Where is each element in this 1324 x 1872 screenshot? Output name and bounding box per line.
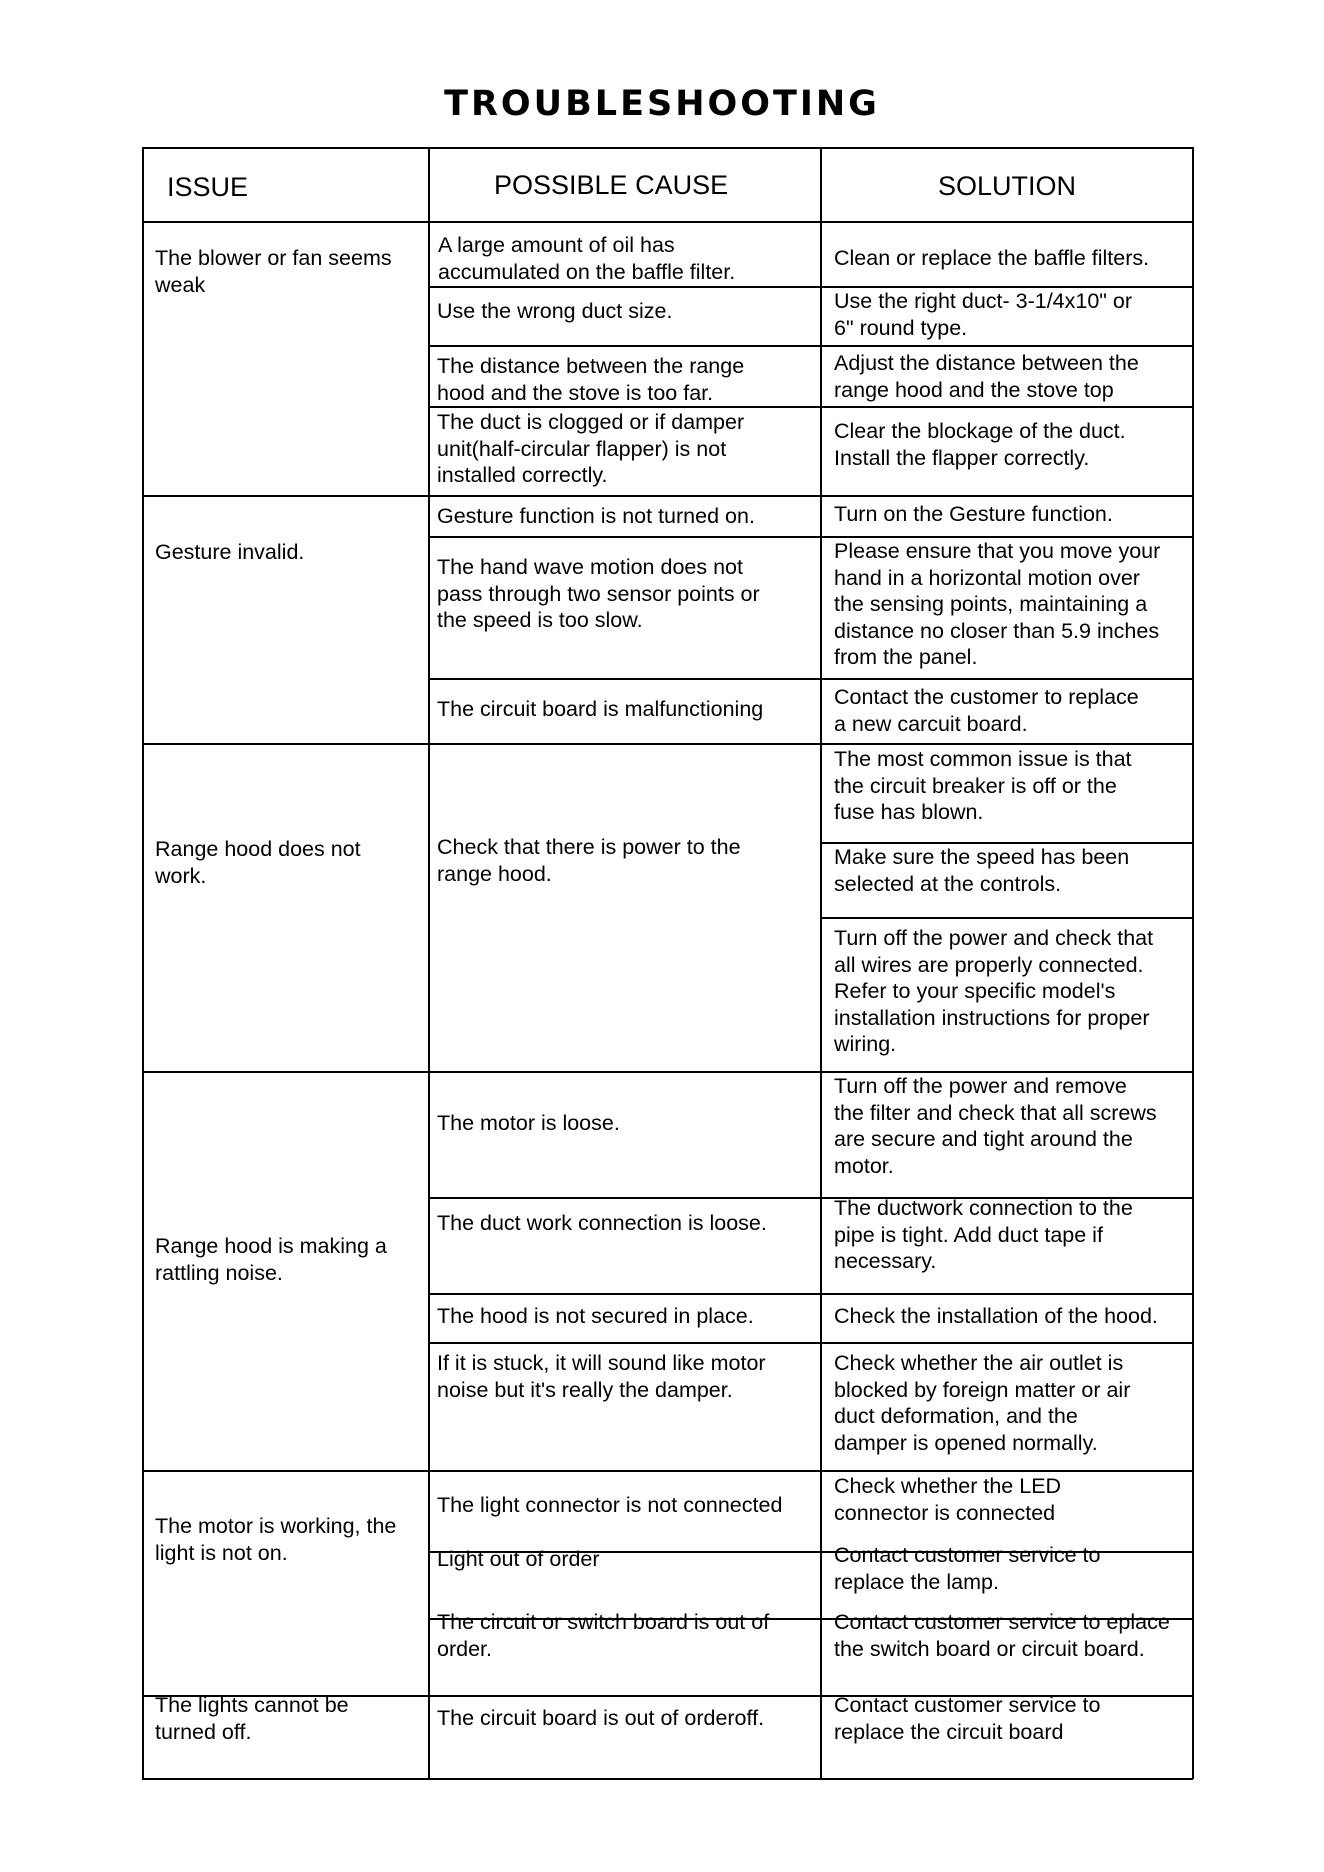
row-divider xyxy=(428,406,1193,408)
issue-cell: Gesture invalid. xyxy=(155,540,305,564)
cause-cell: The circuit board is malfunctioning xyxy=(437,697,764,721)
cause-cell: Check that there is power to the range hood. xyxy=(437,835,741,886)
solution-cell: Clean or replace the baffle filters. xyxy=(834,246,1150,270)
group-divider xyxy=(142,1470,1193,1472)
issue-cell: The blower or fan seems weak xyxy=(155,246,392,297)
cause-cell: A large amount of oil has accumulated on the baffle filter. xyxy=(438,233,736,284)
row-divider xyxy=(820,917,1193,919)
cause-cell: Gesture function is not turned on. xyxy=(437,504,755,528)
solution-cell: Turn off the power and check that all wires are properly connected. Refer to your specific model's installation instructions for proper wiring. xyxy=(834,926,1154,1056)
solution-cell: Contact customer service to replace the circuit board xyxy=(834,1693,1101,1744)
page-title: TROUBLESHOOTING xyxy=(444,84,880,124)
solution-cell: The most common issue is that the circuit breaker is off or the fuse has blown. xyxy=(834,747,1132,824)
cause-cell: The circuit board is out of orderoff. xyxy=(437,1706,765,1730)
cause-cell: The circuit or switch board is out of order. xyxy=(437,1610,770,1661)
solution-cell: Make sure the speed has been selected at the controls. xyxy=(834,845,1130,896)
header-divider xyxy=(142,221,1193,223)
cause-cell: If it is stuck, it will sound like motor noise but it's really the damper. xyxy=(437,1351,766,1402)
cause-cell: The distance between the range hood and the stove is too far. xyxy=(437,354,745,405)
row-divider xyxy=(428,1293,1193,1295)
group-divider xyxy=(142,495,1193,497)
solution-cell: Check whether the air outlet is blocked by foreign matter or air duct deformation, and the damper is opened normally. xyxy=(834,1351,1131,1455)
cause-cell: The duct work connection is loose. xyxy=(437,1211,767,1235)
header-possible-cause: POSSIBLE CAUSE xyxy=(494,170,729,200)
row-divider xyxy=(428,345,1193,347)
solution-cell: Clear the blockage of the duct. Install the flapper correctly. xyxy=(834,419,1126,470)
cause-cell: Light out of order xyxy=(437,1547,600,1571)
row-divider xyxy=(428,1342,1193,1344)
cause-cell: The hood is not secured in place. xyxy=(437,1304,754,1328)
cause-cell: Use the wrong duct size. xyxy=(437,299,673,323)
table-border-left xyxy=(142,147,144,1779)
header-issue: ISSUE xyxy=(167,172,249,202)
column-divider-2 xyxy=(820,147,822,1779)
solution-cell: Turn off the power and remove the filter and check that all screws are secure and tight around the motor. xyxy=(834,1074,1157,1178)
solution-cell: Contact customer service to replace the lamp. xyxy=(834,1543,1101,1594)
issue-cell: Range hood does not work. xyxy=(155,837,361,888)
table-border-right xyxy=(1192,147,1194,1779)
cause-cell: The duct is clogged or if damper unit(half-circular flapper) is not installed correctly. xyxy=(437,410,745,487)
column-divider-1 xyxy=(428,147,430,1779)
header-solution: SOLUTION xyxy=(938,171,1077,201)
table-border-bottom xyxy=(142,1778,1193,1780)
solution-cell: Use the right duct- 3-1/4x10" or 6" round type. xyxy=(834,289,1133,340)
cause-cell: The motor is loose. xyxy=(437,1111,620,1135)
solution-cell: Check whether the LED connector is connected xyxy=(834,1474,1062,1525)
solution-cell: Check the installation of the hood. xyxy=(834,1304,1158,1328)
solution-cell: Contact customer service to eplace the switch board or circuit board. xyxy=(834,1610,1170,1661)
solution-cell: The ductwork connection to the pipe is tight. Add duct tape if necessary. xyxy=(834,1196,1133,1273)
solution-cell: Adjust the distance between the range hood and the stove top xyxy=(834,351,1139,402)
row-divider xyxy=(428,678,1193,680)
solution-cell: Turn on the Gesture function. xyxy=(834,502,1113,526)
solution-cell: Contact the customer to replace a new carcuit board. xyxy=(834,685,1139,736)
issue-cell: Range hood is making a rattling noise. xyxy=(155,1234,387,1285)
group-divider xyxy=(142,743,1193,745)
table-border-top xyxy=(142,147,1193,149)
issue-cell: The motor is working, the light is not on. xyxy=(155,1514,397,1565)
issue-cell: The lights cannot be turned off. xyxy=(155,1693,349,1744)
cause-cell: The light connector is not connected xyxy=(437,1493,783,1517)
cause-cell: The hand wave motion does not pass through two sensor points or the speed is too slow. xyxy=(437,555,760,632)
solution-cell: Please ensure that you move your hand in a horizontal motion over the sensing points, maintaining a distance no closer than 5.9 inches from the panel. xyxy=(834,539,1161,669)
